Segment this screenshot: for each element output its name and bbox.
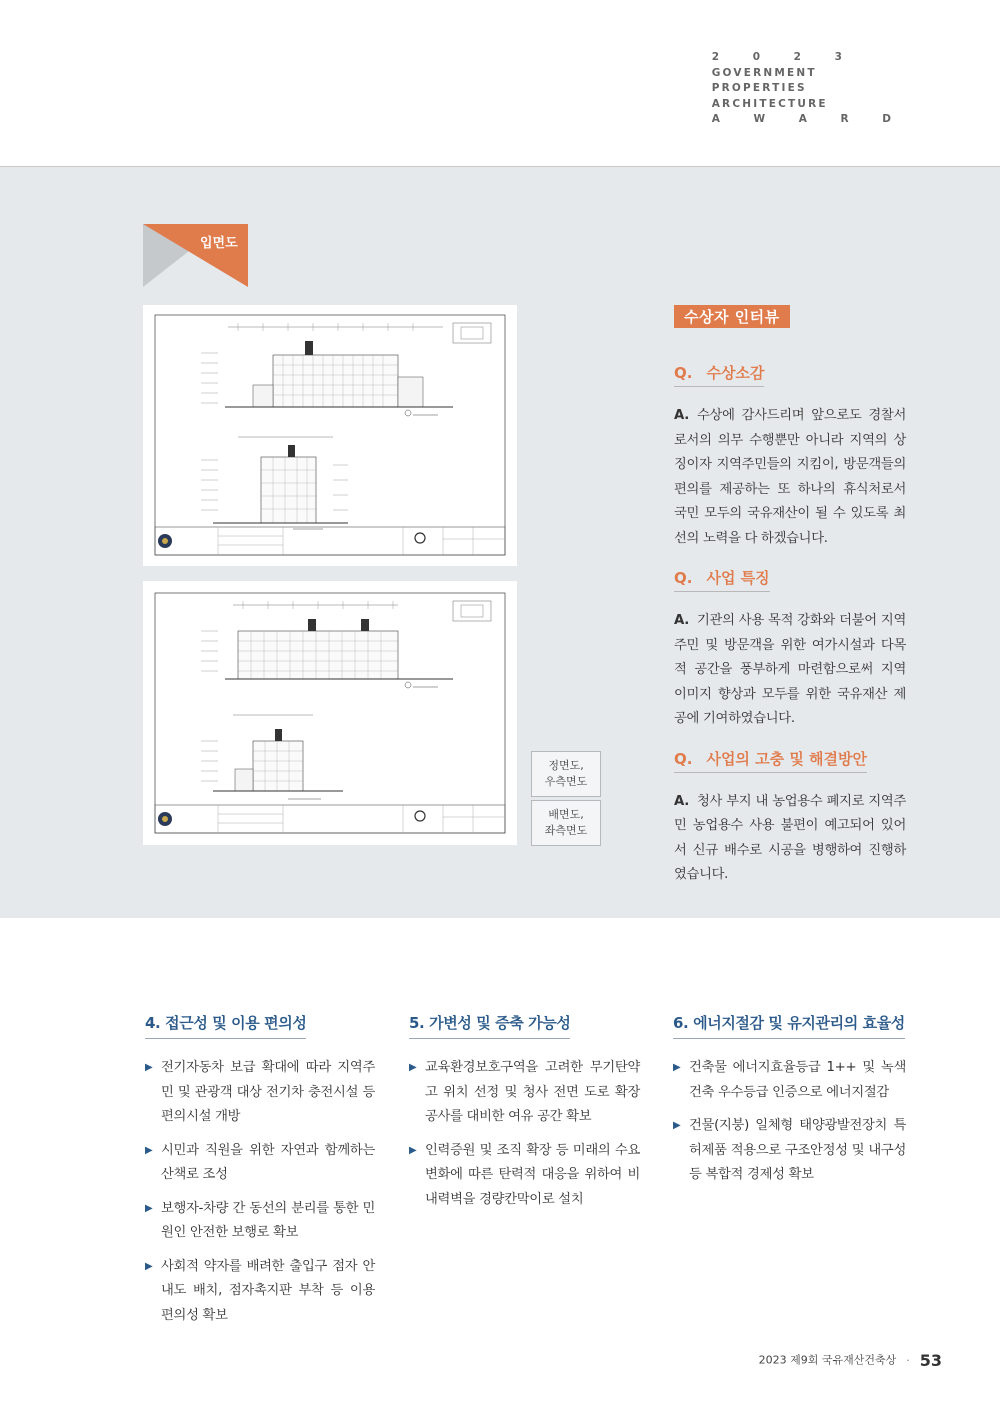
q-label: Q.: [674, 364, 693, 382]
answer-text: 청사 부지 내 농업용수 폐지로 지역주민 농업용수 사용 불편이 예고되어 있어서 신규 배수로 시공을 병행하여 진행하였습니다.: [674, 793, 906, 882]
list-item-text: 시민과 직원을 위한 자연과 함께하는 산책로 조성: [161, 1142, 375, 1182]
list-item-text: 전기자동차 보급 확대에 따라 지역주민 및 관광객 대상 전기차 충전시설 등 편의시설 개방: [161, 1060, 375, 1124]
answer-1: [674, 404, 906, 551]
caption-line: 좌측면도: [544, 824, 588, 837]
question-3: [674, 748, 867, 773]
drawing-sheet-1: [143, 305, 517, 566]
list-item-text: 교육환경보호구역을 고려한 무기탄약고 위치 선정 및 청사 전면 도로 확장공사를 대비한 여유 공간 확보: [425, 1060, 640, 1124]
interview-title: 수상자 인터뷰: [674, 305, 790, 328]
caption-front-right-elevation: [531, 751, 601, 797]
triangle-bullet-icon: ▶: [409, 1144, 417, 1156]
q-label: Q.: [674, 569, 693, 587]
elevation-drawing-front-right: [143, 305, 517, 566]
question-text: 사업 특징: [706, 569, 770, 587]
caption-rear-left-elevation: [531, 800, 601, 846]
list-item: [145, 1139, 375, 1188]
list-item-text: 건물(지붕) 일체형 태양광발전장치 특허제품 적용으로 구조안정성 및 내구성 등 복합적 경제성 확보: [689, 1118, 906, 1182]
logo-line-government: GOVERNMENT: [711, 66, 817, 79]
answer-text: 수상에 감사드리며 앞으로도 경찰서로서의 의무 수행뿐만 아니라 지역의 상징이자 지역주민들의 지킴이, 방문객들의 편의를 제공하는 또 하나의 휴식처로서 국민 모두의 국유재산이 될 수 있도록 최선의 노력을 다 하겠습니다.: [674, 408, 906, 546]
page-footer: [759, 1351, 942, 1370]
drawing-sheet-2: [143, 581, 517, 845]
answer-text: 기관의 사용 목적 강화와 더불어 지역주민 및 방문객을 위한 여가시설과 다목적 공간을 풍부하게 마련함으로써 지역 이미지 향상과 모두를 위한 국유재산 제공에 기여하였습니다.: [674, 613, 906, 726]
bullet-list: [409, 1056, 640, 1212]
triangle-bullet-icon: ▶: [145, 1062, 153, 1073]
list-item: [145, 1056, 375, 1130]
triangle-bullet-icon: ▶: [673, 1120, 681, 1131]
triangle-bullet-icon: ▶: [145, 1144, 153, 1156]
section-tag-label: 입면도: [200, 236, 238, 251]
footer-title: 2023 제9회 국유재산건축상: [758, 1353, 897, 1367]
list-item: [409, 1139, 640, 1213]
a-label: A.: [674, 793, 689, 809]
award-logo: [712, 50, 906, 128]
list-item: [409, 1056, 640, 1130]
logo-line-architecture: ARCHITECTURE: [711, 97, 828, 110]
a-label: A.: [674, 613, 689, 628]
footer-separator: ·: [906, 1353, 910, 1367]
logo-line-award: A W A R D: [711, 113, 906, 125]
triangle-bullet-icon: ▶: [145, 1202, 153, 1214]
list-item: [673, 1056, 906, 1105]
elevation-drawing-rear-left: [143, 581, 517, 845]
column-energy-efficiency: [673, 1012, 906, 1197]
column-heading: 4. 접근성 및 이용 편의성: [145, 1012, 306, 1039]
bullet-list: [145, 1056, 375, 1328]
caption-line: 배면도,: [548, 808, 584, 821]
q-label: Q.: [674, 749, 693, 768]
answer-2: [674, 609, 906, 732]
bullet-list: [673, 1056, 906, 1188]
logo-line-properties: PROPERTIES: [711, 82, 807, 94]
answer-3: [674, 790, 906, 888]
list-item-text: 보행자-차량 간 동선의 분리를 통한 민원인 안전한 보행로 확보: [161, 1200, 375, 1240]
column-heading: 6. 에너지절감 및 유지관리의 효율성: [673, 1012, 905, 1039]
list-item: [145, 1255, 375, 1329]
triangle-bullet-icon: ▶: [409, 1062, 417, 1073]
caption-line: 정면도,: [548, 759, 584, 772]
logo-year: 2 0 2 3: [711, 51, 857, 63]
question-2: [674, 567, 770, 592]
list-item: [145, 1197, 375, 1246]
list-item-text: 건축물 에너지효율등급 1++ 및 녹색건축 우수등급 인증으로 에너지절감: [689, 1060, 906, 1100]
question-text: 수상소감: [706, 364, 765, 382]
list-item-text: 인력증원 및 조직 확장 등 미래의 수요 변화에 따른 탄력적 대응을 위하여 비내력벽을 경량칸막이로 설치: [425, 1142, 640, 1207]
column-accessibility: [145, 1012, 375, 1337]
list-item-text: 사회적 약자를 배려한 출입구 점자 안내도 배치, 점자촉지판 부착 등 이용 편의성 확보: [161, 1258, 375, 1323]
column-heading: 5. 가변성 및 증축 가능성: [409, 1012, 570, 1039]
interview-section: [674, 305, 906, 888]
triangle-bullet-icon: ▶: [145, 1260, 153, 1272]
page-number: 53: [919, 1351, 942, 1370]
caption-line: 우측면도: [544, 775, 588, 788]
triangle-bullet-icon: ▶: [673, 1062, 681, 1073]
question-1: [674, 362, 764, 387]
a-label: A.: [674, 408, 689, 423]
column-flexibility: [409, 1012, 640, 1221]
question-text: 사업의 고충 및 해결방안: [706, 749, 868, 768]
list-item: [673, 1114, 906, 1188]
